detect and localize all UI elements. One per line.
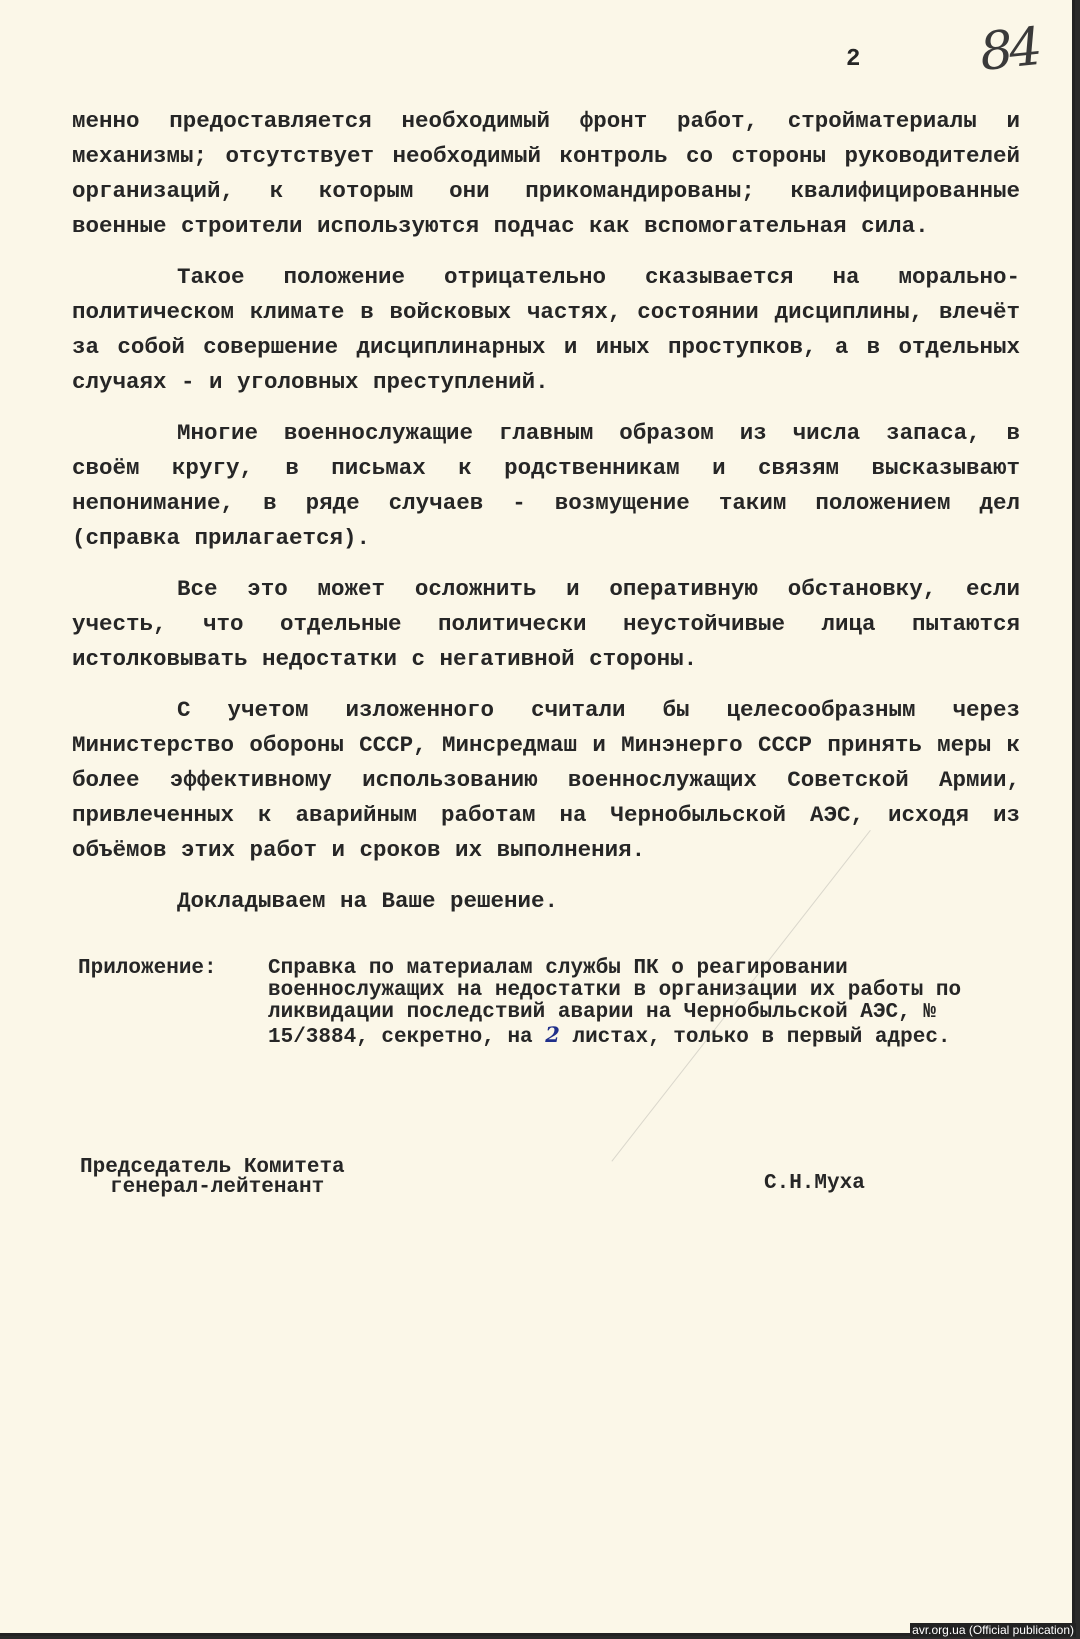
handwritten-sheet-count: 2 xyxy=(545,1022,560,1047)
paragraph-proposal: С учетом изложенного считали бы целесообразным через Министерство обороны СССР, Минсредмаш и Минэнерго СССР принять меры к более эффективному использованию военнослужащих Советской Армии, привлеченных к аварийным работам на Чернобыльской АЭС, исходя из объёмов этих работ и сроков их выполнения. xyxy=(72,697,1020,863)
signature-title xyxy=(80,1158,345,1198)
paragraph-operational-situation: Все это может осложнить и оперативную обстановку, если учесть, что отдельные политически неустойчивые лица пытаются истолковывать недостатки с негативной стороны. xyxy=(72,576,1020,672)
attachment-text-end: листах, только в первый адрес. xyxy=(559,1026,951,1049)
source-credit: avr.org.ua (Official publication) xyxy=(912,1623,1074,1637)
paragraph-moral-climate: Такое положение отрицательно сказывается на морально-политическом климате в войсковых частях, состоянии дисциплины, влечёт за собой совершение дисциплинарных и иных проступков, а в отдельных случаях - и уголовных преступлений. xyxy=(72,264,1020,395)
signature-name: С.Н.Муха xyxy=(764,1172,865,1195)
paragraph-servicemen-reactions: Многие военнослужащие главным образом из числа запаса, в своём кругу, в письмах к родственникам и связям высказывают непонимание, в ряде случаев - возмущение таким положением дел (справка прилагается). xyxy=(72,420,1020,551)
paragraph-report-request: Докладываем на Ваше решение. xyxy=(177,888,559,914)
page-number: 2 xyxy=(846,46,861,73)
attachment-description xyxy=(268,958,1028,1049)
attachment-text-start: Справка по материалам службы ПК о реагировании военнослужащих на недостатки в организации их работы по ликвидации последствий аварии на Чернобыльской АЭС, № 15/3884, секретно, на xyxy=(268,957,962,1049)
handwritten-archive-number: 84 xyxy=(977,17,1042,83)
paragraph-continuation: менно предоставляется необходимый фронт работ, стройматериалы и механизмы; отсутствует необходимый контроль со стороны руководителей организаций, к которым они прикомандированы; квалифицированные военные строители используются подчас как вспомогательная сила. xyxy=(72,108,1020,239)
signature-position: Председатель Комитета xyxy=(80,1156,345,1179)
attachment-label: Приложение: xyxy=(78,957,217,980)
document-body xyxy=(72,104,1020,935)
signature-rank: генерал-лейтенант xyxy=(110,1176,325,1199)
